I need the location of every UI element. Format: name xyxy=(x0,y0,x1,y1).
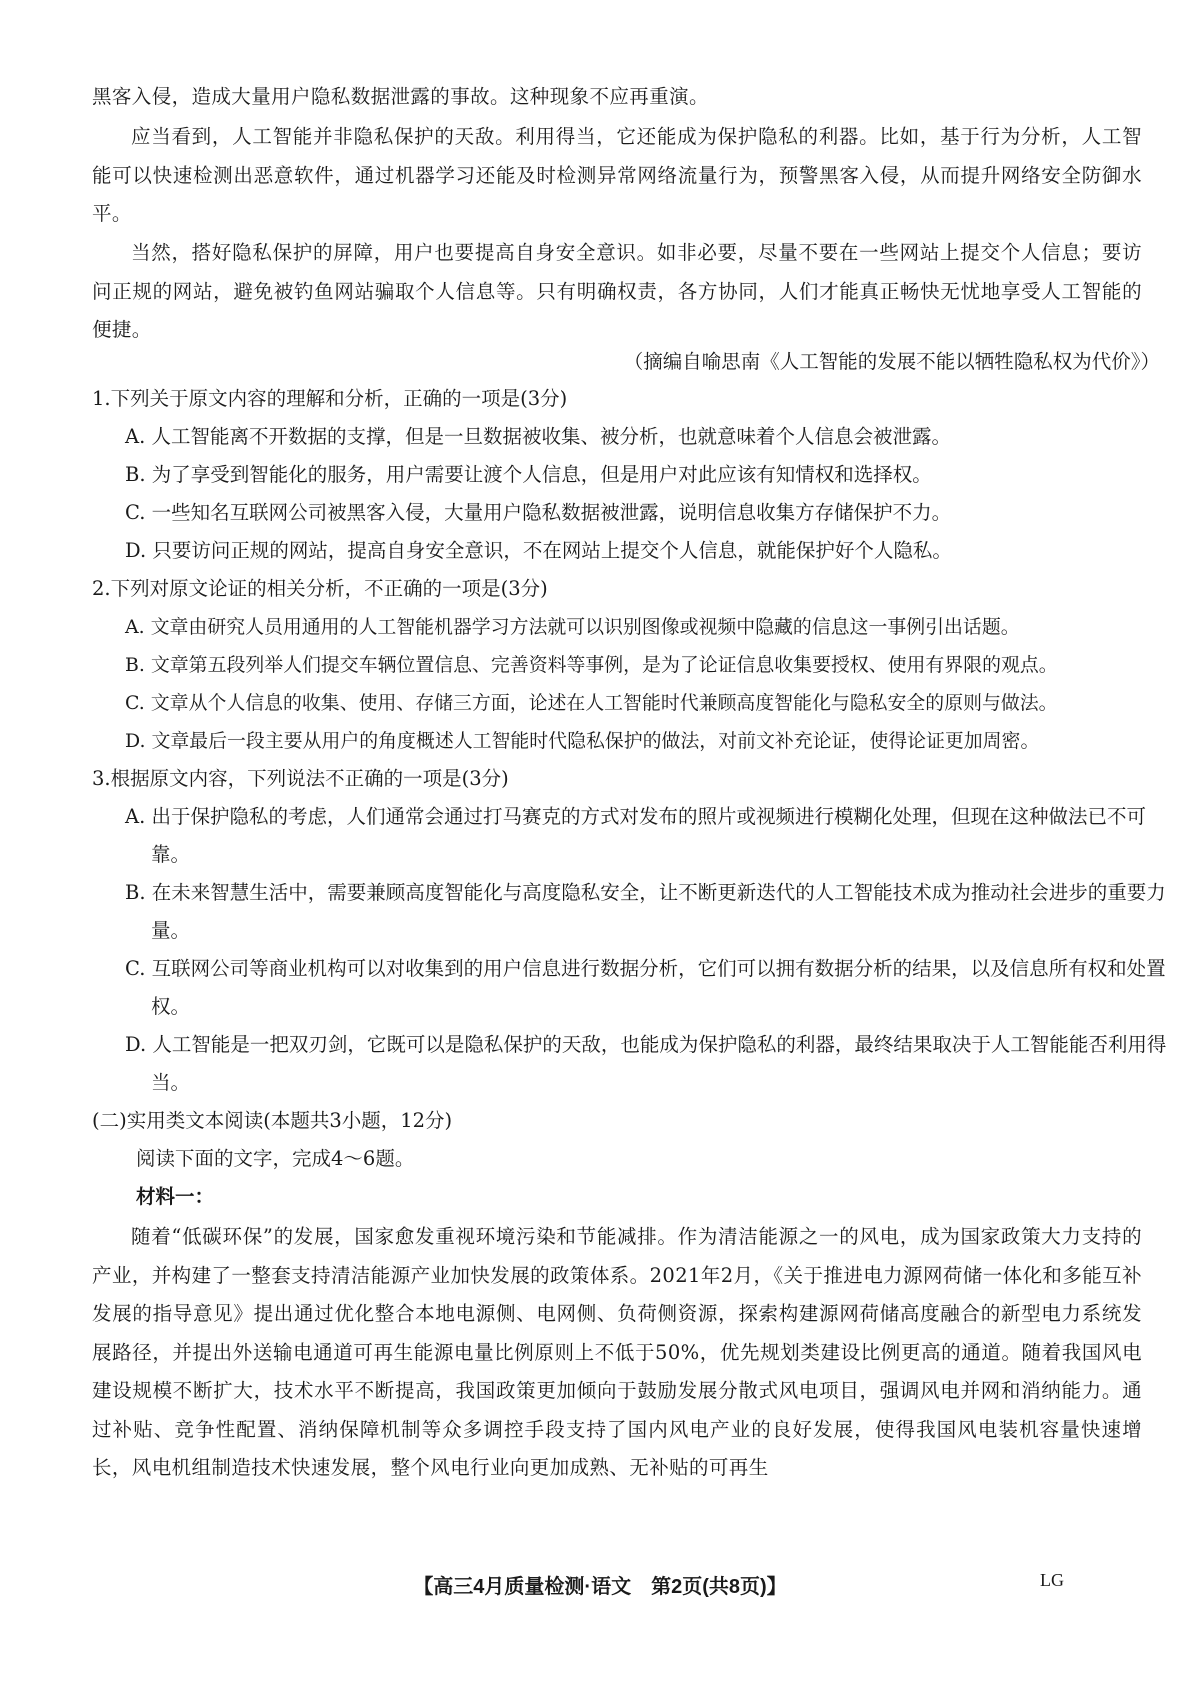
question-2-stem: 2.下列对原文论证的相关分析，不正确的一项是(3分) xyxy=(92,577,548,600)
question-1-option-b: B. 为了享受到智能化的服务，用户需要让渡个人信息，但是用户对此应该有知情权和选择权。 xyxy=(125,463,932,486)
question-3-option-b: B. 在未来智慧生活中，需要兼顾高度智能化与高度隐私安全，让不断更新迭代的人工智能技术成为推动社会进步的重要力量。 xyxy=(125,881,1166,942)
question-1-option-a: A. 人工智能离不开数据的支撑，但是一旦数据被收集、被分析，也就意味着个人信息会被泄露。 xyxy=(125,425,951,448)
question-2-option-a: A. 文章由研究人员用通用的人工智能机器学习方法就可以识别图像或视频中隐藏的信息这一事例引出话题。 xyxy=(125,616,1020,638)
question-2-option-c: C. 文章从个人信息的收集、使用、存储三方面，论述在人工智能时代兼顾高度智能化与隐私安全的原则与做法。 xyxy=(125,692,1058,714)
passage-source: （摘编自喻思南《人工智能的发展不能以牺牲隐私权为代价》） xyxy=(623,350,1160,373)
section-instruction: 阅读下面的文字，完成4～6题。 xyxy=(136,1147,415,1170)
question-2-option-d: D. 文章最后一段主要从用户的角度概述人工智能时代隐私保护的做法，对前文补充论证，使得论证更加周密。 xyxy=(125,730,1040,752)
passage-paragraph-end: 黑客入侵，造成大量用户隐私数据泄露的事故。这种现象不应再重演。 xyxy=(92,85,709,108)
question-1-stem: 1.下列关于原文内容的理解和分析，正确的一项是(3分) xyxy=(92,387,568,410)
question-3-option-c: C. 互联网公司等商业机构可以对收集到的用户信息进行数据分析，它们可以拥有数据分析的结果，以及信息所有权和处置权。 xyxy=(125,957,1166,1018)
question-3-option-d: D. 人工智能是一把双刃剑，它既可以是隐私保护的天敌，也能成为保护隐私的利器，最终结果取决于人工智能能否利用得当。 xyxy=(125,1033,1167,1094)
question-2-option-b: B. 文章第五段列举人们提交车辆位置信息、完善资料等事例，是为了论证信息收集要授权、使用有界限的观点。 xyxy=(125,654,1058,676)
footer-code: LG xyxy=(1040,1570,1064,1590)
material-text: 随着“低碳环保”的发展，国家愈发重视环境污染和节能减排。作为清洁能源之一的风电，成为国家政策大力支持的产业，并构建了一整套支持清洁能源产业加快发展的政策体系。2021年2月，《关于推进电力源网荷储一体化和多能互补发展的指导意见》提出通过优化整合本地电源侧、电网侧、负荷侧资源，探索构建源网荷储高度融合的新型电力系统发展路径，并提出外送输电通道可再生能源电量比例原则上不低于50%，优先规划类建设比例更高的通道。随着我国风电建设规模不断扩大，技术水平不断提高，我国政策更加倾向于鼓励发展分散式风电项目，强调风电并网和消纳能力。通过补贴、竞争性配置、消纳保障机制等众多调控手段支持了国内风电产业的良好发展，使得我国风电装机容量快速增长，风电机组制造技术快速发展，整个风电行业向更加成熟、无补贴的可再生 xyxy=(92,1225,1142,1479)
passage-paragraph-3: 当然，搭好隐私保护的屏障，用户也要提高自身安全意识。如非必要，尽量不要在一些网站上提交个人信息；要访问正规的网站，避免被钓鱼网站骗取个人信息等。只有明确权责，各方协同，人们才能真正畅快无忧地享受人工智能的便捷。 xyxy=(92,241,1142,341)
passage-paragraph-2: 应当看到，人工智能并非隐私保护的天敌。利用得当，它还能成为保护隐私的利器。比如，基于行为分析，人工智能可以快速检测出恶意软件，通过机器学习还能及时检测异常网络流量行为，预警黑客入侵，从而提升网络安全防御水平。 xyxy=(92,125,1142,225)
material-label: 材料一： xyxy=(136,1185,215,1208)
question-3-option-a: A. 出于保护隐私的考虑，人们通常会通过打马赛克的方式对发布的照片或视频进行模糊化处理，但现在这种做法已不可靠。 xyxy=(125,805,1146,866)
section-heading: (二)实用类文本阅读(本题共3小题，12分) xyxy=(92,1109,453,1132)
question-1-option-d: D. 只要访问正规的网站，提高自身安全意识，不在网站上提交个人信息，就能保护好个人隐私。 xyxy=(125,539,952,562)
page-footer: 【高三4月质量检测·语文 第2页(共8页)】 xyxy=(413,1576,787,1598)
question-1-option-c: C. 一些知名互联网公司被黑客入侵，大量用户隐私数据被泄露，说明信息收集方存储保护不力。 xyxy=(125,501,952,524)
question-3-stem: 3.根据原文内容，下列说法不正确的一项是(3分) xyxy=(92,767,509,790)
